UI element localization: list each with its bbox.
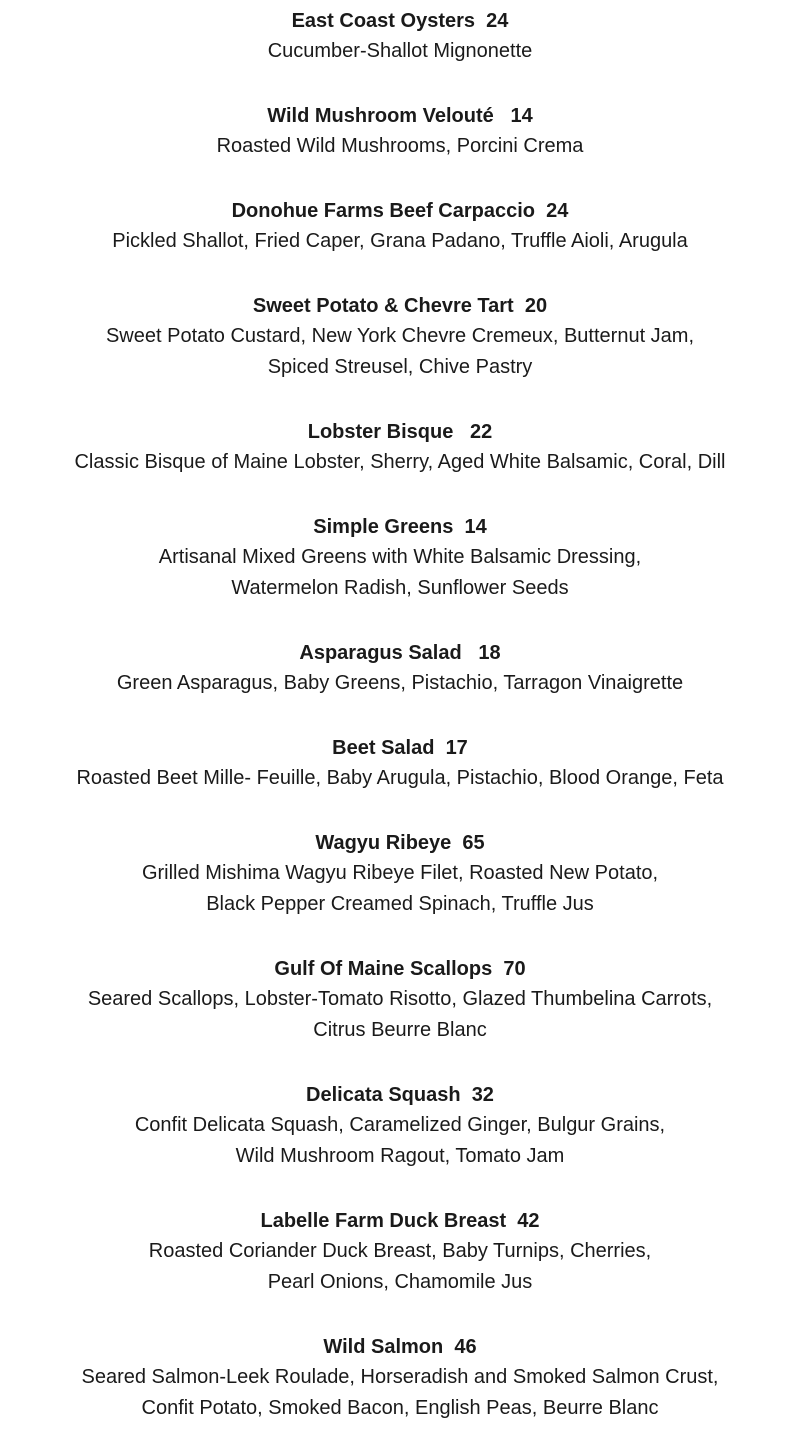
menu-item-beet-salad [0,733,800,794]
item-name: Wild Salmon [323,1336,444,1358]
item-description: Citrus Beurre Blanc [313,1019,487,1041]
item-name: Wagyu Ribeye [315,832,452,854]
item-price: 18 [478,642,501,664]
item-description: Confit Potato, Smoked Bacon, English Peas, Beurre Blanc [141,1397,659,1419]
item-title [0,1332,800,1362]
menu-item-sweet-potato-chevre-tart [0,291,800,383]
item-name: Lobster Bisque [307,421,454,443]
item-description: Roasted Coriander Duck Breast, Baby Turnips, Cherries, [148,1240,652,1262]
item-title [0,1206,800,1236]
item-name: Simple Greens [313,516,454,538]
item-price: 65 [462,832,485,854]
item-title [0,512,800,542]
menu [0,6,800,1424]
item-title [0,828,800,858]
menu-item-asparagus-salad [0,638,800,699]
item-price: 70 [503,958,526,980]
item-title [0,417,800,447]
item-description: Sweet Potato Custard, New York Chevre Cremeux, Butternut Jam, [105,325,695,347]
item-price: 46 [454,1336,477,1358]
menu-item-gulf-of-maine-scallops [0,954,800,1046]
item-title [0,733,800,763]
item-description: Artisanal Mixed Greens with White Balsamic Dressing, [158,546,642,568]
item-price: 32 [471,1084,494,1106]
item-name: Wild Mushroom Velouté [267,105,494,127]
menu-item-beef-carpaccio [0,196,800,257]
item-price: 17 [445,737,468,759]
item-name: Sweet Potato & Chevre Tart [252,295,514,317]
item-description: Wild Mushroom Ragout, Tomato Jam [235,1145,565,1167]
item-name: Gulf Of Maine Scallops [274,958,493,980]
item-description: Grilled Mishima Wagyu Ribeye Filet, Roasted New Potato, [141,862,659,884]
item-title [0,6,800,36]
item-description: Seared Scallops, Lobster-Tomato Risotto, Glazed Thumbelina Carrots, [87,988,713,1010]
item-name: Asparagus Salad [299,642,462,664]
item-description: Roasted Beet Mille- Feuille, Baby Arugula, Pistachio, Blood Orange, Feta [76,767,724,789]
item-title [0,638,800,668]
menu-item-delicata-squash [0,1080,800,1172]
menu-item-simple-greens [0,512,800,604]
item-title [0,101,800,131]
menu-item-wagyu-ribeye [0,828,800,920]
item-title [0,291,800,321]
item-description: Black Pepper Creamed Spinach, Truffle Jus [206,893,594,915]
item-title [0,1080,800,1110]
menu-item-wild-salmon [0,1332,800,1424]
item-price: 42 [517,1210,540,1232]
item-description: Watermelon Radish, Sunflower Seeds [231,577,569,599]
item-price: 24 [486,10,509,32]
item-description: Classic Bisque of Maine Lobster, Sherry, Aged White Balsamic, Coral, Dill [74,451,726,473]
menu-item-wild-mushroom-veloute [0,101,800,162]
item-price: 24 [546,200,569,222]
item-price: 20 [524,295,548,317]
item-description: Cucumber-Shallot Mignonette [267,40,533,62]
item-name: Labelle Farm Duck Breast [260,1210,507,1232]
menu-item-labelle-farm-duck-breast [0,1206,800,1298]
item-description: Pearl Onions, Chamomile Jus [267,1271,533,1293]
menu-item-east-coast-oysters [0,6,800,67]
item-price: 14 [510,105,533,127]
item-description: Seared Salmon-Leek Roulade, Horseradish and Smoked Salmon Crust, [81,1366,719,1388]
item-description: Pickled Shallot, Fried Caper, Grana Padano, Truffle Aioli, Arugula [112,230,688,252]
item-description: Green Asparagus, Baby Greens, Pistachio, Tarragon Vinaigrette [116,672,684,694]
item-description: Spiced Streusel, Chive Pastry [267,356,533,378]
item-name: Beet Salad [332,737,435,759]
item-description: Confit Delicata Squash, Caramelized Ginger, Bulgur Grains, [134,1114,666,1136]
item-name: Delicata Squash [306,1084,461,1106]
item-name: East Coast Oysters [291,10,476,32]
item-description: Roasted Wild Mushrooms, Porcini Crema [216,135,584,157]
item-price: 14 [464,516,487,538]
item-name: Donohue Farms Beef Carpaccio [231,200,536,222]
item-title [0,954,800,984]
menu-item-lobster-bisque [0,417,800,478]
item-price: 22 [470,421,493,443]
item-title [0,196,800,226]
